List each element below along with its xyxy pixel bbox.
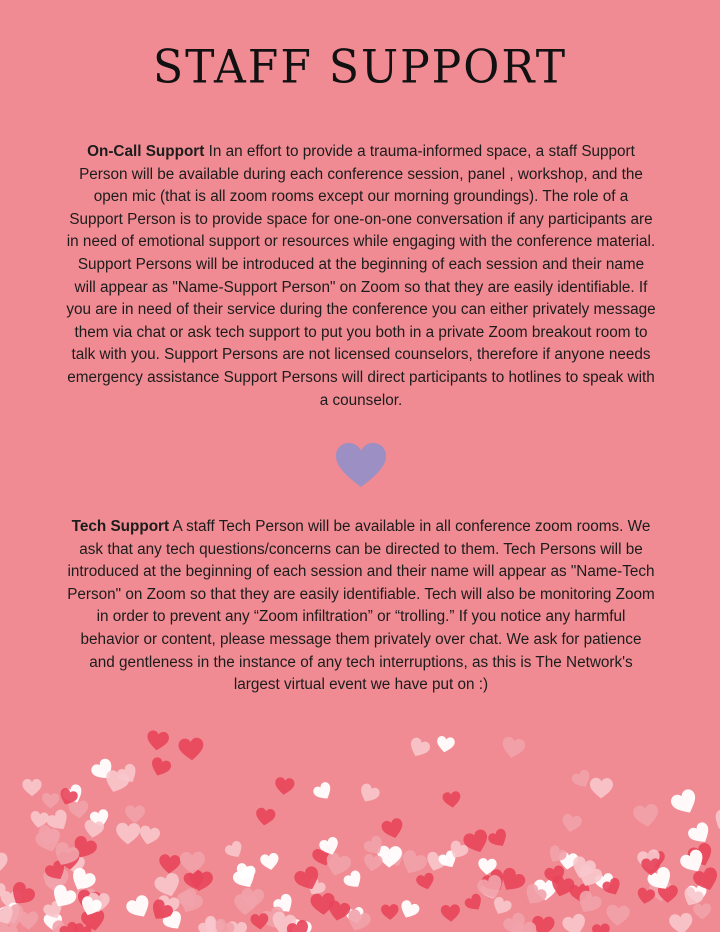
small-heart-icon [125,805,145,823]
small-heart-icon [442,791,462,809]
small-heart-icon [632,803,660,828]
on-call-support-heading: On-Call Support [87,143,205,160]
small-heart-icon [397,899,421,922]
small-heart-icon [592,923,611,932]
small-heart-icon [605,904,630,927]
small-heart-icon [312,780,335,803]
small-heart-icon [500,736,526,760]
small-heart-icon [231,864,260,892]
small-heart-icon [589,778,613,799]
small-heart-icon [463,892,486,914]
small-heart-icon [148,756,172,779]
small-heart-icon [259,852,280,871]
small-heart-icon [146,730,170,752]
small-heart-icon [560,813,582,834]
small-heart-icon [255,807,277,827]
small-heart-icon [381,904,399,920]
small-heart-icon [250,913,269,931]
small-heart-icon [415,872,436,892]
small-heart-icon [436,735,456,753]
small-heart-icon [158,854,181,875]
small-heart-icon [68,800,89,819]
small-heart-icon [486,827,510,851]
tech-support-heading: Tech Support [71,518,170,535]
small-heart-icon [561,913,589,932]
small-heart-icon [274,777,295,796]
small-heart-icon [693,903,711,919]
small-heart-icon [178,737,204,761]
small-heart-icon [710,808,720,834]
small-heart-icon [180,851,206,874]
on-call-support-paragraph [66,141,656,412]
small-heart-icon [490,895,513,917]
small-heart-icon [0,852,8,874]
small-heart-icon [669,787,701,818]
small-heart-icon [668,912,693,932]
page-title: STAFF SUPPORT [152,40,568,95]
small-heart-icon [342,869,366,892]
tech-support-paragraph [66,516,656,697]
small-heart-icon [116,822,141,844]
small-heart-icon [686,820,714,847]
on-call-support-body: In an effort to provide a trauma-informed space, a staff Support Person will be available during each conference session, panel , workshop, and the open mic (that is all zoom rooms except our morning groundings). The role of a Support Person is to provide space for one-on-one conversation if any participants are in need of emotional support or resources while engaging with the conference material. Support Persons will be introduced at the beginning of each session and their name will appear as "Name-Support Person" on Zoom so that they are easily identifiable. If you are in need of their service during the conference you can either privately message them via chat or ask tech support to put you both in a private Zoom breakout room to talk with you. Support Persons are not licensed counselors, therefore if anyone needs emergency assistance Support Persons will direct participants to hotlines to speak with a counselor. [66,143,656,409]
small-heart-icon [42,793,60,809]
heart-icon [335,443,387,489]
small-heart-icon [441,904,461,922]
small-heart-icon [570,768,593,791]
scattered-hearts-decoration [0,725,720,932]
small-heart-icon [380,817,405,841]
small-heart-icon [357,782,382,806]
small-heart-icon [223,839,246,861]
small-heart-icon [22,779,41,796]
tech-support-body: A staff Tech Person will be available in all conference zoom rooms. We ask that any tech questions/concerns can be directed to them. Tech Persons will be introduced at the beginning of each session and their name will appear as "Name-Tech Person" on Zoom so that they are easily identifiable. Tech will also be monitoring Zoom in order to prevent any “Zoom infiltration” or “trolling.” If you notice any harmful behavior or content, please message them privately over chat. We ask for patience and gentleness in the instance of any tech interruptions, as this is The Network's largest virtual event we have put on :) [67,518,655,694]
small-heart-icon [137,825,161,847]
small-heart-icon [406,736,431,760]
small-heart-icon [124,893,154,922]
